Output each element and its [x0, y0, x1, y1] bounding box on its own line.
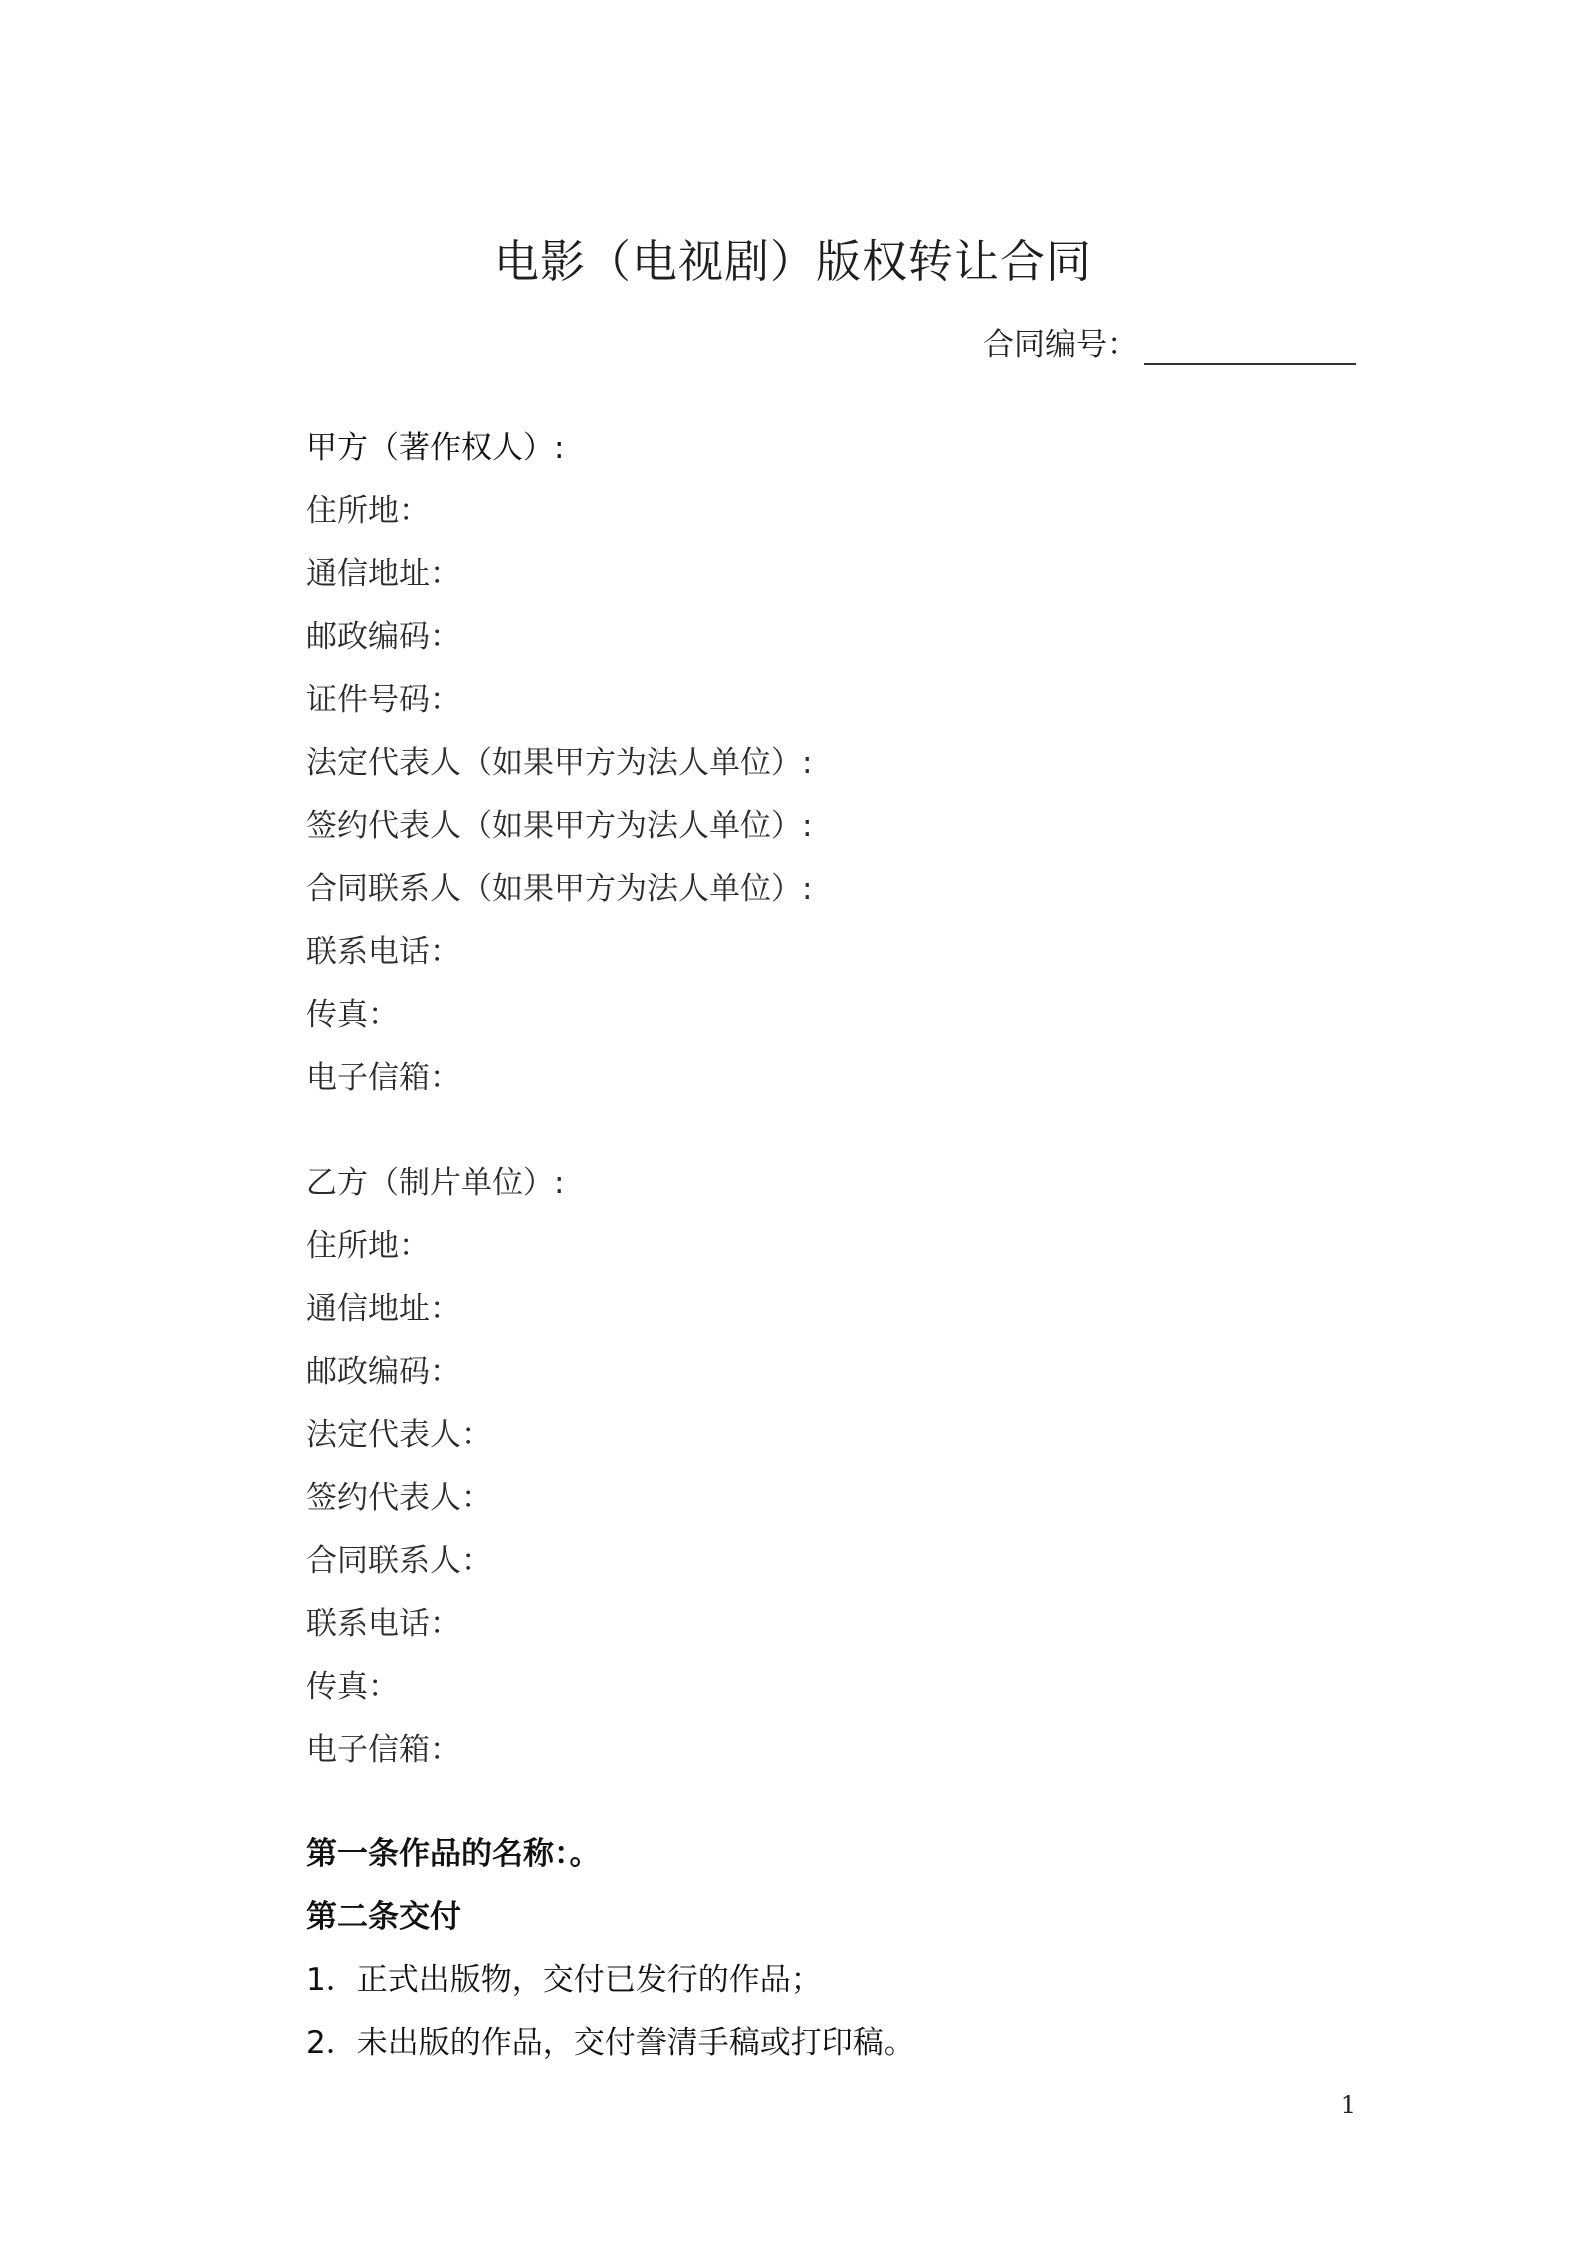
party-b-field: 联系电话： [306, 1606, 461, 1642]
document-title: 电影（电视剧）版权转让合同 [493, 235, 1092, 288]
party-a-field: 法定代表人（如果甲方为法人单位）: [306, 745, 813, 781]
party-b-field: 法定代表人： [306, 1417, 492, 1453]
party-b-field: 电子信箱： [306, 1732, 461, 1768]
party-b-field: 邮政编码： [306, 1354, 461, 1390]
party-b-field: 住所地： [306, 1228, 430, 1264]
page-number: 1 [1340, 2091, 1356, 2119]
party-b-field: 传真： [306, 1669, 399, 1705]
contract-number [983, 325, 1356, 365]
article-2-item: 1．正式出版物，交付已发行的作品； [306, 1962, 822, 1998]
party-a-field: 签约代表人（如果甲方为法人单位）: [306, 808, 813, 844]
article-1-heading: 第一条作品的名称：。 [306, 1836, 601, 1872]
contract-number-blank [1144, 329, 1356, 365]
party-a-field: 电子信箱： [306, 1060, 461, 1096]
party-b-field: 签约代表人： [306, 1480, 492, 1516]
contract-number-label: 合同编号： [983, 327, 1138, 363]
party-a-field: 住所地： [306, 493, 430, 529]
party-a-field: 合同联系人（如果甲方为法人单位）: [306, 871, 813, 907]
party-a-heading: 甲方（著作权人）: [306, 430, 565, 466]
article-2-item: 2．未出版的作品，交付誊清手稿或打印稿。 [306, 2025, 915, 2061]
party-b-field: 通信地址： [306, 1291, 461, 1327]
party-a-field: 通信地址： [306, 556, 461, 592]
party-b-field: 合同联系人： [306, 1543, 492, 1579]
article-2-heading: 第二条交付 [306, 1899, 461, 1935]
party-a-field: 联系电话： [306, 934, 461, 970]
party-b-heading: 乙方（制片单位）: [306, 1165, 565, 1201]
party-a-field: 证件号码： [306, 682, 461, 718]
party-a-field: 邮政编码： [306, 619, 461, 655]
party-a-field: 传真： [306, 997, 399, 1033]
